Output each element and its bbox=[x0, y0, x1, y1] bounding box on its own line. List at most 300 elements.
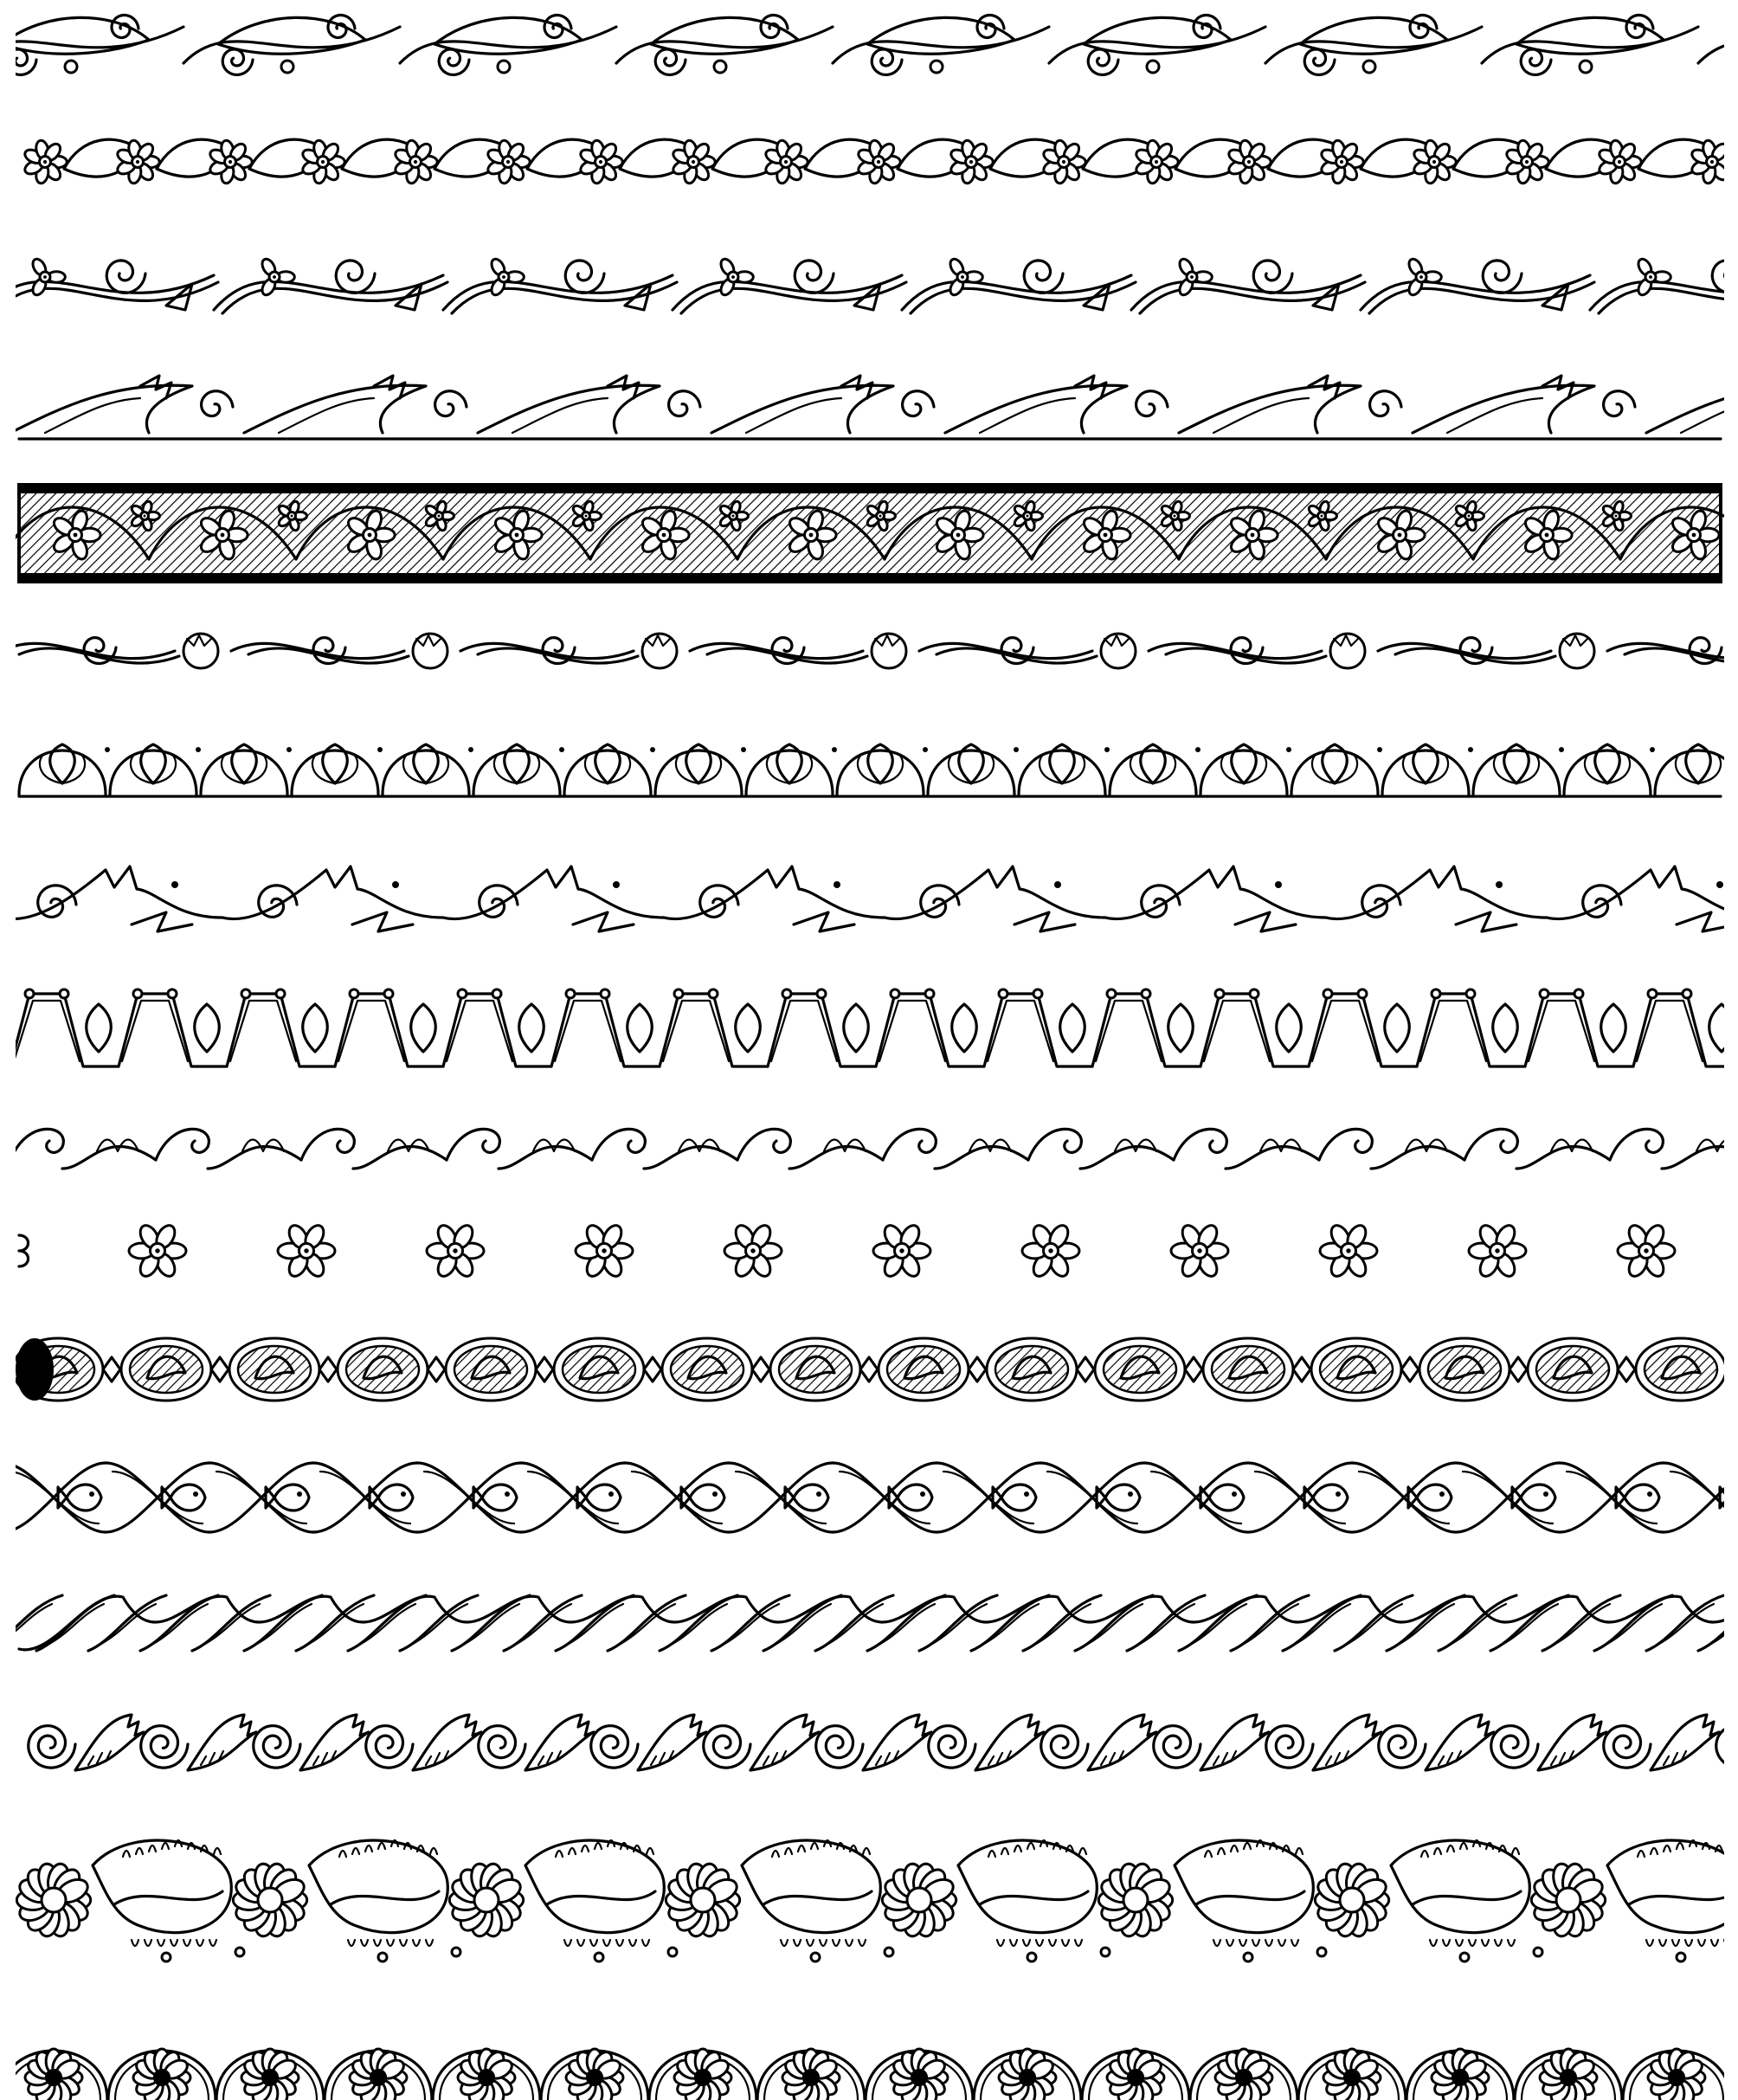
acanthus-leaf bbox=[750, 1715, 819, 1770]
oval-hatched bbox=[779, 1346, 852, 1393]
diamond-link bbox=[1726, 1357, 1738, 1382]
arch bbox=[110, 750, 196, 795]
leaf-curl bbox=[202, 391, 233, 416]
fish-eye bbox=[1024, 1491, 1029, 1497]
wave-curl bbox=[737, 1129, 790, 1160]
leaf-fringe bbox=[556, 1851, 563, 1857]
leaf-fringe bbox=[1430, 1940, 1437, 1946]
daisy-icon bbox=[1319, 139, 1363, 184]
daisy-icon bbox=[427, 1222, 484, 1279]
rope-strand-inner bbox=[413, 1604, 467, 1644]
oval-hatched bbox=[1645, 1346, 1717, 1393]
band-bottom-rule bbox=[19, 573, 1721, 582]
stem-curl bbox=[1460, 638, 1492, 664]
leaf-fringe bbox=[595, 1843, 602, 1849]
dot bbox=[885, 1948, 893, 1956]
border-9-trapezoid-chain bbox=[10, 989, 1738, 1066]
rosette-center bbox=[1127, 2069, 1144, 2086]
lotus-petal bbox=[949, 755, 994, 783]
paisley-vein bbox=[114, 1891, 222, 1904]
diamond-link bbox=[103, 1357, 120, 1382]
rivet bbox=[1574, 989, 1583, 998]
lotus-bud-icon bbox=[303, 1004, 328, 1052]
fish-eye bbox=[1128, 1491, 1133, 1497]
rope-strand-inner bbox=[932, 1604, 987, 1644]
wave-curl bbox=[301, 1129, 354, 1160]
rivet bbox=[566, 989, 575, 998]
leaf-fringe bbox=[1291, 1940, 1298, 1946]
arch bbox=[1201, 750, 1287, 795]
leaf-fringe bbox=[772, 1851, 779, 1857]
acanthus-leaf bbox=[478, 385, 660, 433]
acanthus-leaf bbox=[75, 1715, 144, 1770]
diamond-link bbox=[860, 1357, 878, 1382]
arch bbox=[1382, 750, 1469, 795]
spiral-icon bbox=[1266, 1726, 1313, 1768]
acanthus-leaf bbox=[244, 385, 426, 433]
bud bbox=[930, 61, 943, 73]
diamond-link bbox=[1077, 1357, 1094, 1382]
leaf-fringe bbox=[1434, 1848, 1441, 1854]
leaf-fringe bbox=[1508, 1940, 1515, 1946]
leaf-fringe bbox=[136, 1848, 143, 1854]
oval-hatched bbox=[563, 1346, 635, 1393]
wave-line bbox=[789, 1146, 883, 1169]
rosette-center bbox=[586, 2069, 603, 2086]
wave-curl bbox=[1464, 1129, 1517, 1160]
rope-strand-inner bbox=[517, 1604, 571, 1644]
rivet bbox=[925, 989, 934, 998]
chain-line-inner bbox=[1529, 1001, 1594, 1061]
daisy-icon bbox=[1134, 139, 1178, 184]
tendril-stem bbox=[1131, 275, 1361, 310]
dot bbox=[1534, 1948, 1542, 1956]
bud bbox=[1580, 61, 1592, 73]
leaf-fringe bbox=[1447, 1846, 1454, 1852]
leaf-fringe bbox=[1659, 1940, 1666, 1946]
wave-line bbox=[935, 1146, 1028, 1169]
leaf-fringe bbox=[569, 1848, 576, 1854]
tendril-curl bbox=[1253, 261, 1292, 293]
leaf-fringe bbox=[582, 1846, 589, 1852]
tendril-stem bbox=[214, 275, 443, 310]
dot bbox=[1286, 747, 1291, 752]
scroll-curl bbox=[1088, 49, 1118, 75]
border-16-paisley-sunflower bbox=[16, 1840, 1738, 1962]
rivet bbox=[276, 989, 285, 998]
spiral-icon bbox=[816, 1726, 863, 1768]
lotus-petal bbox=[222, 755, 267, 783]
border-3-tendril-trefoil bbox=[0, 257, 1738, 313]
dot bbox=[1716, 881, 1723, 888]
acanthus-leaf bbox=[1413, 385, 1594, 433]
rivet bbox=[458, 989, 467, 998]
vine-stem bbox=[1698, 27, 1738, 63]
chain-line bbox=[227, 994, 335, 1066]
dot bbox=[1559, 747, 1564, 752]
chain-line-inner bbox=[555, 1001, 621, 1061]
trefoil-icon bbox=[489, 257, 524, 298]
lotus-petal bbox=[131, 755, 176, 783]
stem-curl bbox=[84, 638, 116, 664]
interlace-inner bbox=[528, 1472, 618, 1523]
oval-hatched bbox=[995, 1346, 1068, 1393]
dot bbox=[1027, 1953, 1036, 1962]
rope-strand-inner bbox=[465, 1604, 519, 1644]
chain-line-inner bbox=[1204, 1001, 1270, 1061]
rope-strand-inner bbox=[569, 1604, 623, 1644]
fish-eye bbox=[1232, 1491, 1237, 1497]
oval-hatched bbox=[454, 1346, 527, 1393]
border-1-stippled-scroll-vine bbox=[0, 16, 1738, 75]
arch bbox=[928, 750, 1014, 795]
arch bbox=[1564, 750, 1651, 795]
paisley-vein bbox=[763, 1891, 872, 1904]
leaf-fringe bbox=[1685, 1940, 1692, 1946]
arch bbox=[1655, 750, 1738, 795]
vine-stem bbox=[1265, 27, 1482, 63]
trefoil-icon bbox=[260, 257, 294, 298]
interlace-inner bbox=[320, 1472, 410, 1523]
border-12-ovals-leaves bbox=[13, 1338, 1738, 1401]
tendril-stem bbox=[673, 275, 902, 310]
wave-line bbox=[1080, 1146, 1174, 1169]
dot bbox=[613, 881, 620, 888]
interlace-inner bbox=[943, 1472, 1033, 1523]
rivet bbox=[1432, 989, 1440, 998]
paisley-vein bbox=[1629, 1891, 1737, 1904]
spiral-icon bbox=[254, 1726, 300, 1768]
chain-line-inner bbox=[988, 1001, 1053, 1061]
leaf-curl bbox=[435, 391, 467, 416]
lotus-petal bbox=[40, 755, 85, 783]
wave-line bbox=[62, 1146, 156, 1169]
chain-line bbox=[660, 994, 768, 1066]
tendril-curl bbox=[106, 261, 145, 293]
leaf-fringe bbox=[1460, 1843, 1467, 1849]
leaf-fringe bbox=[400, 1940, 407, 1946]
rivet bbox=[168, 989, 177, 998]
leaf-fringe bbox=[1638, 1851, 1645, 1857]
rope-strand-inner bbox=[309, 1604, 364, 1644]
rope-strand-inner bbox=[1503, 1604, 1558, 1644]
dot bbox=[650, 747, 655, 752]
interlace-inner bbox=[1463, 1472, 1553, 1523]
wave-line bbox=[644, 1146, 737, 1169]
arch bbox=[746, 750, 833, 795]
border-14-twisted-rope bbox=[0, 1595, 1738, 1651]
leaf-fringe bbox=[1226, 1940, 1233, 1946]
leaf-fringe bbox=[564, 1940, 571, 1946]
trefoil-icon bbox=[718, 257, 753, 298]
dot bbox=[392, 881, 399, 888]
rivet bbox=[1107, 989, 1116, 998]
hatched-leaf bbox=[1731, 139, 1738, 177]
lotus-petal bbox=[1585, 755, 1630, 783]
leaf-fringe bbox=[603, 1940, 610, 1946]
border-8-flame-scroll bbox=[2, 866, 1738, 931]
rope-strand-inner bbox=[1244, 1604, 1298, 1644]
lotus-petal bbox=[1221, 755, 1266, 783]
leaf-vein bbox=[1447, 398, 1542, 433]
vine-stem bbox=[1482, 27, 1698, 63]
dot bbox=[1244, 1953, 1252, 1962]
paisley-vein bbox=[1413, 1891, 1521, 1904]
flame-scroll bbox=[664, 866, 885, 919]
chain-line-inner bbox=[338, 1001, 404, 1061]
lotus-petal bbox=[1494, 755, 1539, 783]
leaf-fringe bbox=[1252, 1940, 1259, 1946]
partial-daisy bbox=[19, 1235, 29, 1266]
paisley-leaf bbox=[742, 1840, 880, 1933]
fish-eye bbox=[816, 1491, 821, 1497]
border-6-carnation-vine bbox=[2, 634, 1738, 668]
rivet bbox=[60, 989, 68, 998]
leaf-fringe bbox=[196, 1940, 203, 1946]
leaf-fringe bbox=[820, 1940, 827, 1946]
rivet bbox=[25, 989, 34, 998]
daisy-icon bbox=[1022, 1222, 1079, 1279]
leaf-fringe bbox=[361, 1940, 368, 1946]
daisy-icon bbox=[129, 1222, 186, 1279]
leaf-fringe bbox=[365, 1846, 372, 1852]
leaf-fringe bbox=[1698, 1940, 1705, 1946]
border-11-spaced-daisies bbox=[19, 1222, 1675, 1279]
lotus-petal bbox=[1040, 755, 1085, 783]
daisy-icon bbox=[576, 1222, 633, 1279]
lotus-bud-icon bbox=[736, 1004, 761, 1052]
leaf-fringe bbox=[1443, 1940, 1450, 1946]
sunflower-center bbox=[258, 1888, 282, 1912]
acanthus-leaf bbox=[413, 1715, 481, 1770]
dot bbox=[1195, 747, 1201, 752]
flame-tongue bbox=[1014, 912, 1075, 931]
spiral-icon bbox=[1041, 1726, 1088, 1768]
stem-curl bbox=[772, 638, 804, 664]
daisy-icon bbox=[873, 1222, 930, 1279]
daisy-icon bbox=[1320, 1222, 1377, 1279]
lotus-bud-icon bbox=[1168, 1004, 1194, 1052]
rivet bbox=[241, 989, 250, 998]
leaf-fringe bbox=[1495, 1940, 1502, 1946]
fish-eye bbox=[297, 1491, 302, 1497]
chain-line bbox=[1201, 994, 1309, 1066]
bud bbox=[498, 61, 510, 73]
daisy-icon bbox=[115, 139, 159, 184]
diamond-link bbox=[319, 1357, 337, 1382]
daisy-icon bbox=[1618, 1222, 1675, 1279]
diamond-link bbox=[1618, 1357, 1635, 1382]
paisley-leaf bbox=[1391, 1840, 1529, 1933]
leaf-fringe bbox=[1651, 1848, 1658, 1854]
wave-curl bbox=[1319, 1129, 1372, 1160]
leaf-fringe bbox=[1265, 1940, 1272, 1946]
flame-tongue bbox=[1235, 912, 1296, 931]
diamond-link bbox=[1509, 1357, 1527, 1382]
interlace-inner bbox=[1670, 1472, 1738, 1523]
rosette-center bbox=[1560, 2069, 1577, 2086]
scroll-curl bbox=[439, 49, 469, 75]
chain-line-inner bbox=[1312, 1001, 1378, 1061]
rope-strand-inner bbox=[1452, 1604, 1506, 1644]
acanthus-leaf bbox=[711, 385, 893, 433]
flame-scroll bbox=[885, 866, 1105, 919]
dot bbox=[811, 1953, 820, 1962]
leaf-fringe bbox=[387, 1940, 394, 1946]
leaf-fringe bbox=[859, 1940, 866, 1946]
leaf-fringe bbox=[145, 1940, 151, 1946]
lotus-bud-icon bbox=[87, 1004, 112, 1052]
leaf-vein bbox=[1213, 398, 1309, 433]
vine-stem bbox=[1049, 27, 1265, 63]
acanthus-leaf bbox=[1088, 1715, 1156, 1770]
dot bbox=[1460, 1953, 1469, 1962]
leaf-fringe bbox=[997, 1940, 1004, 1946]
border-17-scalloped-rosettes bbox=[0, 2049, 1730, 2100]
lotus-petal bbox=[767, 755, 812, 783]
leaf-fringe bbox=[798, 1846, 805, 1852]
oval-hatched bbox=[1428, 1346, 1501, 1393]
rope-strand-inner bbox=[1192, 1604, 1246, 1644]
lotus-petal bbox=[585, 755, 630, 783]
dot bbox=[741, 747, 746, 752]
leaf-curl bbox=[669, 391, 700, 416]
paisley-vein bbox=[1196, 1891, 1304, 1904]
leaf-fringe bbox=[1512, 1848, 1519, 1854]
leaf-fringe bbox=[1213, 1940, 1220, 1946]
dot bbox=[1054, 881, 1061, 888]
rivet bbox=[891, 989, 899, 998]
chain-line-inner bbox=[771, 1001, 837, 1061]
leaf-fringe bbox=[1711, 1940, 1718, 1946]
dot bbox=[1014, 747, 1019, 752]
wave-line bbox=[1371, 1146, 1464, 1169]
flame-tongue bbox=[1677, 912, 1737, 931]
dot bbox=[1496, 881, 1503, 888]
acanthus-leaf bbox=[300, 1715, 369, 1770]
lotus-petal bbox=[1312, 755, 1357, 783]
rope-strand-inner bbox=[828, 1604, 883, 1644]
dot bbox=[1317, 1948, 1326, 1956]
rope-strand-inner bbox=[257, 1604, 312, 1644]
chain-line-inner bbox=[879, 1001, 945, 1061]
leaf-fringe bbox=[642, 1940, 649, 1946]
trefoil-icon bbox=[1636, 257, 1670, 298]
rivet bbox=[1323, 989, 1332, 998]
dot bbox=[468, 747, 473, 752]
chain-line bbox=[768, 994, 876, 1066]
border-7-lotus-arches bbox=[19, 744, 1738, 796]
arch bbox=[292, 750, 378, 795]
fish-eye bbox=[920, 1491, 925, 1497]
daisy-icon bbox=[486, 139, 530, 184]
dot bbox=[162, 1953, 171, 1962]
flame-scroll bbox=[1105, 866, 1326, 919]
daisy-icon bbox=[393, 139, 437, 184]
rivet bbox=[999, 989, 1007, 998]
acanthus-leaf bbox=[945, 385, 1127, 433]
trefoil-icon bbox=[30, 257, 65, 298]
rivet bbox=[1250, 989, 1258, 998]
flame-scroll bbox=[443, 866, 664, 919]
dot bbox=[377, 747, 383, 752]
leaf-curl bbox=[1136, 391, 1168, 416]
rope-strand-inner bbox=[1088, 1604, 1143, 1644]
tendril-stem bbox=[1361, 275, 1590, 310]
rivet bbox=[1142, 989, 1150, 998]
wave-curl bbox=[1610, 1129, 1663, 1160]
sunflower-center bbox=[1340, 1888, 1364, 1912]
leaf-fringe bbox=[1664, 1846, 1670, 1852]
tendril-curl bbox=[565, 261, 604, 293]
tendril-curl bbox=[1024, 261, 1063, 293]
leaf-fringe bbox=[352, 1848, 359, 1854]
leaf-fringe bbox=[214, 1848, 221, 1854]
wave-curl bbox=[1174, 1129, 1226, 1160]
leaf-fringe bbox=[1010, 1940, 1017, 1946]
bud bbox=[1147, 61, 1159, 73]
paisley-vein bbox=[980, 1891, 1088, 1904]
interlace-inner bbox=[9, 1472, 99, 1523]
daisy-icon bbox=[208, 139, 252, 184]
interlace-inner bbox=[1047, 1472, 1137, 1523]
scroll-curl bbox=[872, 49, 902, 75]
rope-strand-inner bbox=[0, 1604, 52, 1644]
dot bbox=[668, 1948, 677, 1956]
tendril-stem bbox=[443, 275, 673, 310]
rivet bbox=[817, 989, 826, 998]
wave-line bbox=[1226, 1146, 1319, 1169]
daisy-icon bbox=[856, 139, 900, 184]
dot bbox=[196, 747, 201, 752]
daisy-icon bbox=[1469, 1222, 1526, 1279]
sunflower-center bbox=[42, 1888, 66, 1912]
chain-line-inner bbox=[663, 1001, 729, 1061]
lotus-petal bbox=[1130, 755, 1175, 783]
oval-hatched bbox=[887, 1346, 960, 1393]
trefoil-icon bbox=[1177, 257, 1212, 298]
interlace-inner bbox=[424, 1472, 514, 1523]
arch bbox=[564, 750, 651, 795]
leaf-fringe bbox=[647, 1848, 653, 1854]
chain-line bbox=[876, 994, 984, 1066]
oval-hatched bbox=[238, 1346, 311, 1393]
leaf-fringe bbox=[149, 1846, 156, 1852]
leaf-fringe bbox=[1062, 1940, 1069, 1946]
rivet bbox=[1540, 989, 1548, 998]
daisy-icon bbox=[1171, 1222, 1228, 1279]
fish-eye bbox=[712, 1491, 718, 1497]
daisy-icon bbox=[300, 139, 344, 184]
daisy-icon bbox=[1690, 139, 1734, 184]
daisy-icon bbox=[1041, 139, 1085, 184]
dot bbox=[923, 747, 928, 752]
daisy-icon bbox=[278, 1222, 335, 1279]
spiral-icon bbox=[929, 1726, 975, 1768]
arch bbox=[1019, 750, 1105, 795]
rivet bbox=[492, 989, 501, 998]
acanthus-leaf bbox=[1426, 1715, 1494, 1770]
bud bbox=[65, 61, 77, 73]
rosette-center bbox=[1343, 2069, 1361, 2086]
lotus-petal bbox=[494, 755, 539, 783]
spiral-icon bbox=[141, 1726, 188, 1768]
wave-curl bbox=[447, 1129, 499, 1160]
chain-line-inner bbox=[447, 1001, 512, 1061]
leaf-fringe bbox=[807, 1940, 814, 1946]
paisley-vein bbox=[547, 1891, 655, 1904]
spiral-icon bbox=[479, 1726, 525, 1768]
